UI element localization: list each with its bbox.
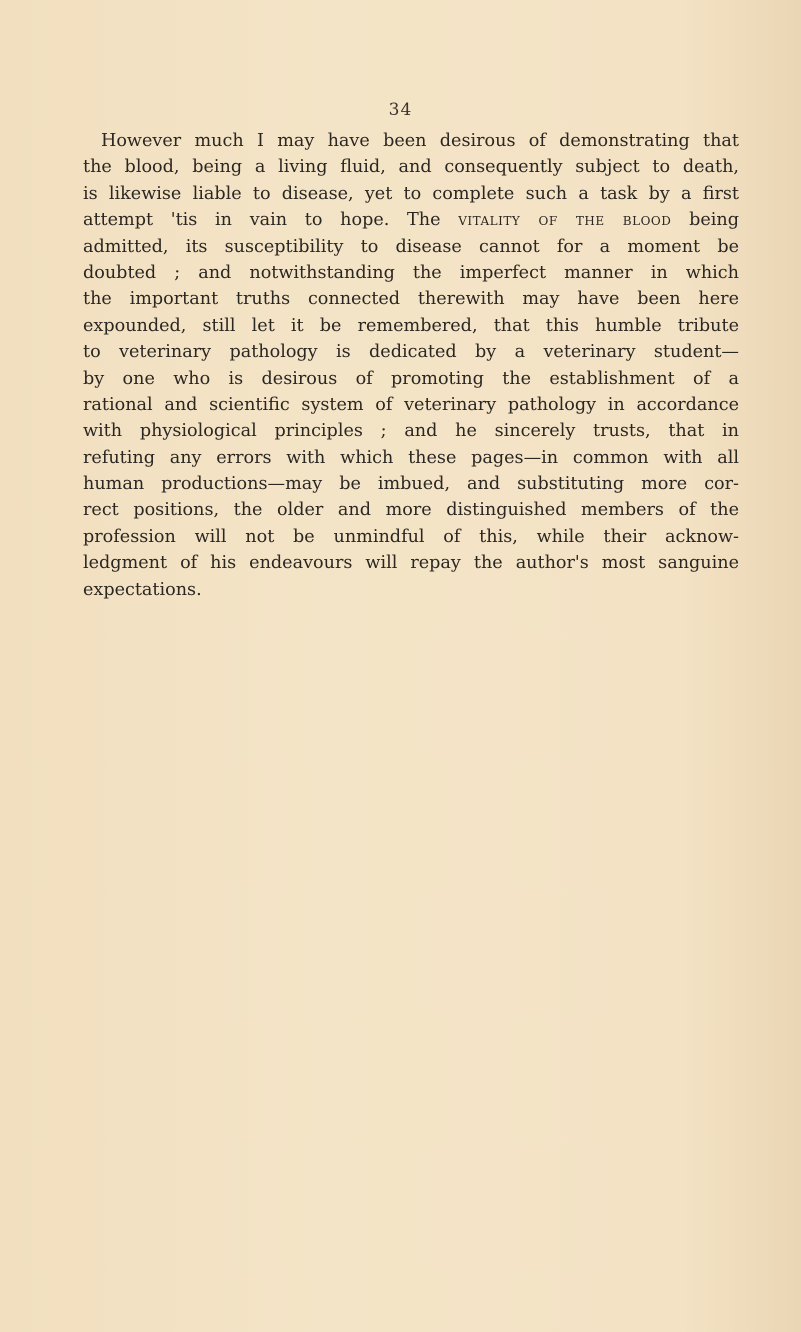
text-line-3: is likewise liable to disease, yet to complete such a task by a first xyxy=(83,183,739,204)
text-line-4 xyxy=(83,207,739,233)
text-line-7: the important truths connected therewith may have been here xyxy=(83,289,739,310)
text-line-17: ledgment of his endeavours will repay the author's most sanguine xyxy=(83,553,739,574)
text-line-4-end: being xyxy=(671,210,739,231)
paragraph xyxy=(83,128,739,603)
page-number: 34 xyxy=(388,100,413,120)
text-line-14: human productions—may be imbued, and substituting more cor- xyxy=(83,474,739,495)
text-line-15: rect positions, the older and more distinguished members of the xyxy=(83,500,739,521)
text-line-6: doubted ; and notwithstanding the imperfect manner in which xyxy=(83,262,739,283)
text-line-12: with physiological principles ; and he sincerely trusts, that in xyxy=(83,421,739,442)
text-line-4-start: attempt 'tis in vain to hope. The xyxy=(83,210,459,231)
text-line-16: profession will not be unmindful of this, while their acknow- xyxy=(83,526,739,547)
text-line-8: expounded, still let it be remembered, that this humble tribute xyxy=(83,315,739,336)
text-line-11: rational and scientific system of veterinary pathology in accordance xyxy=(83,394,739,415)
text-line-18: expectations. xyxy=(83,579,202,600)
text-line-9: to veterinary pathology is dedicated by a veterinary student— xyxy=(83,342,739,363)
text-line-1: However much I may have been desirous of demonstrating that xyxy=(101,131,739,151)
smallcaps-phrase: vitality of the blood xyxy=(458,210,672,231)
text-line-13: refuting any errors with which these pages—in common with all xyxy=(83,447,739,468)
text-line-10: by one who is desirous of promoting the establishment of a xyxy=(83,368,739,389)
text-line-5: admitted, its susceptibility to disease cannot for a moment be xyxy=(83,236,739,257)
text-line-2: the blood, being a living fluid, and consequently subject to death, xyxy=(83,157,739,178)
